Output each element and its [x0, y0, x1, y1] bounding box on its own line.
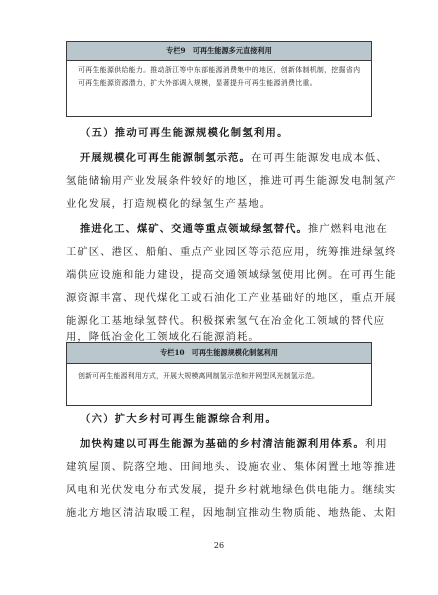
section-6-heading: （六）扩大乡村可再生能源综合利用。 — [80, 413, 278, 425]
section-5-p2-line-6: 用，降低冶金化工领域化石能源消耗。 — [66, 331, 260, 343]
section-6-p1-lead: 加快构建以可再生能源为基础的乡村清洁能源利用体系。 — [80, 438, 365, 450]
sidebar-box-9 — [66, 41, 372, 117]
box-9-title: 专栏9 可再生能源多元直接利用 — [67, 42, 371, 61]
section-5-p2-line-2: 工矿区、港区、船舶、重点产业园区等示范应用，统筹推进绿氢终 — [66, 246, 397, 258]
section-5-p1-line-2: 氢能储输用产业发展条件较好的地区，推进可再生能源发电制氢产 — [66, 175, 397, 187]
section-6-p1-line-3: 风电和光伏发电分布式发展，提升乡村就地绿色供电能力。继续实 — [66, 484, 397, 496]
section-6-p1-line-1 — [80, 437, 388, 451]
section-5-p2-line-1 — [80, 222, 388, 236]
section-5-p2-lead: 推进化工、煤矿、交通等重点领域绿氢替代。 — [80, 223, 308, 235]
section-5-p1-lead: 开展规模化可再生能源制氢示范。 — [80, 152, 251, 164]
section-5-heading: （五）推动可再生能源规模化制氢利用。 — [80, 127, 289, 139]
section-5-p2-line-4: 源资源丰富、现代煤化工或石油化工产业基础好的地区，重点开展 — [66, 292, 397, 304]
section-6-p1-line-2: 建筑屋顶、院落空地、田间地头、设施农业、集体闲置土地等推进 — [66, 461, 397, 473]
box-10-title: 专栏10 可再生能源规模化制氢利用 — [67, 343, 371, 364]
box-10-body: 创新可再生能源利用方式，开展大规模离网制氢示范和并网型风光制氢示范。 — [78, 372, 320, 380]
box-9-body: 可再生能源供给能力。推动浙江等中东部能源消费集中的地区，创新体制机制，挖掘省内可再生能源资源潜力，扩大外部调入规模，显著提升可再生能源消费比重。 — [78, 66, 361, 87]
section-6-p1-line-4: 施北方地区清洁取暖工程，因地制宜推动生物质能、地热能、太阳 — [66, 507, 397, 519]
section-5-p1-line-3: 业化发展，打造规模化的绿氢生产基地。 — [66, 198, 272, 210]
section-5-p2-line-5: 能源化工基地绿氢替代。积极探索氢气在冶金化工领域的替代应 — [66, 315, 386, 327]
section-5-p2-line-1-rest: 推广燃料电池在 — [307, 223, 388, 235]
section-6-p1-line-1-rest: 利用 — [364, 438, 388, 450]
section-5-p2-line-3: 端供应设施和能力建设，提高交通领域绿氢使用比例。在可再生能 — [66, 269, 397, 281]
sidebar-box-10 — [66, 342, 372, 406]
section-5-p1-line-1-rest: 在可再生能源发电成本低、 — [250, 152, 388, 164]
page-number: 26 — [213, 541, 225, 550]
section-5-p1-line-1 — [80, 151, 388, 165]
